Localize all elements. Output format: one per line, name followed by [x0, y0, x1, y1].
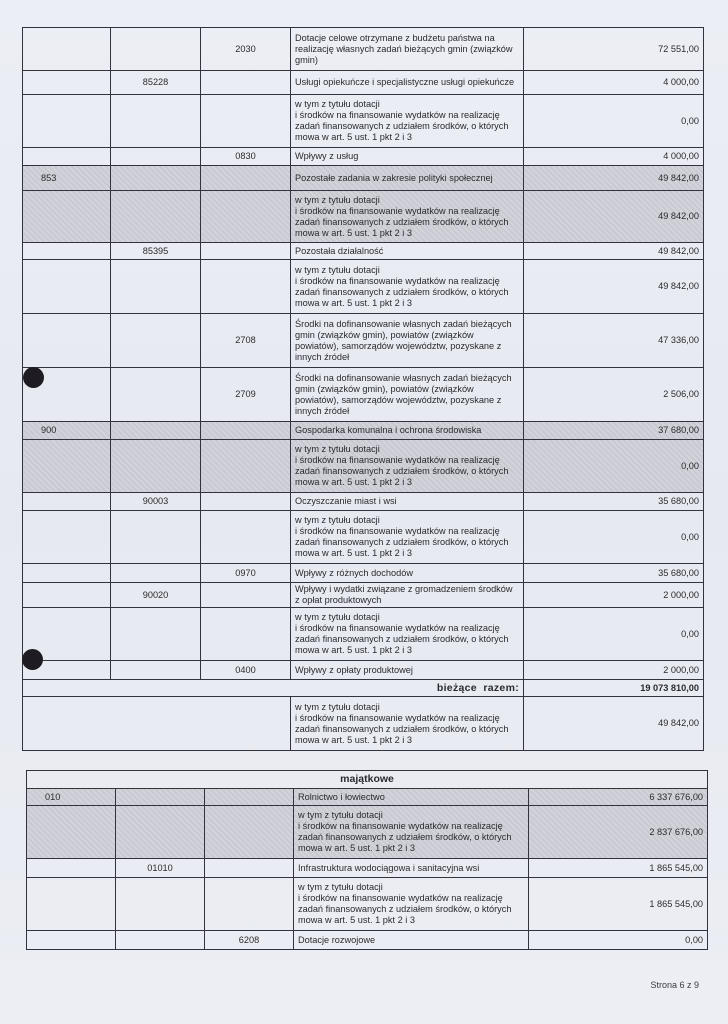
- paragraf-cell: 0830: [201, 148, 291, 166]
- table-row: [27, 806, 708, 859]
- paragraf-cell: [201, 71, 291, 95]
- paragraf-cell: [201, 608, 291, 661]
- amount-cell: 4 000,00: [524, 148, 704, 166]
- rozdzial-cell: [111, 661, 201, 680]
- rozdzial-cell: [111, 314, 201, 368]
- total-row: [23, 680, 704, 697]
- amount-cell: 2 506,00: [524, 368, 704, 422]
- table-row: [23, 368, 704, 422]
- dzial-cell: 853: [23, 166, 111, 191]
- table-row: [27, 789, 708, 806]
- description-cell: Wpływy z opłaty produktowej: [291, 661, 524, 680]
- amount-cell: 6 337 676,00: [529, 789, 708, 806]
- paragraf-cell: [205, 789, 294, 806]
- description-cell: Rolnictwo i łowiectwo: [294, 789, 529, 806]
- paragraf-cell: [201, 511, 291, 564]
- rozdzial-cell: [111, 564, 201, 583]
- table-row: [23, 661, 704, 680]
- table-row: [23, 260, 704, 314]
- description-cell: w tym z tytułu dotacji i środków na finansowanie wydatków na realizację zadań finansowanych z udziałem środków, o których mowa w art. 5 ust. 1 pkt 2 i 3: [291, 191, 524, 243]
- paragraf-cell: [205, 859, 294, 878]
- description-cell: Gospodarka komunalna i ochrona środowiska: [291, 422, 524, 440]
- table-row: [27, 878, 708, 931]
- rozdzial-cell: 90003: [111, 493, 201, 511]
- rozdzial-cell: [116, 931, 205, 950]
- paragraf-cell: [201, 583, 291, 608]
- amount-cell: 1 865 545,00: [529, 878, 708, 931]
- paragraf-cell: [201, 493, 291, 511]
- rozdzial-cell: [111, 191, 201, 243]
- description-cell: Środki na dofinansowanie własnych zadań bieżących gmin (związków gmin), powiatów (związków powiatów), samorządów województw, pozyskane z innych źródeł: [291, 314, 524, 368]
- dzial-cell: [23, 440, 111, 493]
- amount-cell: 49 842,00: [524, 166, 704, 191]
- rozdzial-cell: [111, 511, 201, 564]
- rozdzial-cell: [111, 28, 201, 71]
- paragraf-cell: [205, 806, 294, 859]
- rozdzial-cell: [111, 260, 201, 314]
- rozdzial-cell: [111, 440, 201, 493]
- amount-cell: 72 551,00: [524, 28, 704, 71]
- table-row: [27, 931, 708, 950]
- rozdzial-cell: [111, 422, 201, 440]
- table-row: [23, 583, 704, 608]
- dzial-cell: 010: [27, 789, 116, 806]
- table-row: [23, 422, 704, 440]
- amount-cell: 37 680,00: [524, 422, 704, 440]
- description-cell: Dotacje celowe otrzymane z budżetu państwa na realizację własnych zadań bieżących gmin (związków gmin): [291, 28, 524, 71]
- paragraf-cell: [201, 440, 291, 493]
- description-cell: w tym z tytułu dotacji i środków na finansowanie wydatków na realizację zadań finansowanych z udziałem środków, o których mowa w art. 5 ust. 1 pkt 2 i 3: [291, 511, 524, 564]
- description-cell: Środki na dofinansowanie własnych zadań bieżących gmin (związków gmin), powiatów (związków powiatów), samorządów województw, pozyskane z innych źródeł: [291, 368, 524, 422]
- amount-cell: 49 842,00: [524, 697, 704, 751]
- amount-cell: 49 842,00: [524, 191, 704, 243]
- description-cell: Infrastruktura wodociągowa i sanitacyjna wsi: [294, 859, 529, 878]
- amount-cell: 2 000,00: [524, 583, 704, 608]
- rozdzial-cell: [111, 166, 201, 191]
- paragraf-cell: [201, 166, 291, 191]
- rozdzial-cell: [111, 608, 201, 661]
- total-label: bieżące razem:: [23, 680, 524, 697]
- amount-cell: 0,00: [524, 440, 704, 493]
- description-cell: w tym z tytułu dotacji i środków na finansowanie wydatków na realizację zadań finansowanych z udziałem środków, o których mowa w art. 5 ust. 1 pkt 2 i 3: [291, 440, 524, 493]
- table-row: [23, 243, 704, 260]
- description-cell: w tym z tytułu dotacji i środków na finansowanie wydatków na realizację zadań finansowanych z udziałem środków, o których mowa w art. 5 ust. 1 pkt 2 i 3: [294, 878, 529, 931]
- table-row: [23, 564, 704, 583]
- total-amount: 19 073 810,00: [524, 680, 704, 697]
- paragraf-cell: 0970: [201, 564, 291, 583]
- paragraf-cell: [201, 243, 291, 260]
- dzial-cell: [23, 28, 111, 71]
- page-number: Strona 6 z 9: [650, 980, 699, 990]
- paragraf-cell: 2708: [201, 314, 291, 368]
- table-row: [23, 191, 704, 243]
- rozdzial-cell: [116, 789, 205, 806]
- paragraf-cell: 0400: [201, 661, 291, 680]
- table-row: [23, 608, 704, 661]
- rozdzial-cell: [116, 878, 205, 931]
- total-detail-row: [23, 697, 704, 751]
- description-cell: w tym z tytułu dotacji i środków na finansowanie wydatków na realizację zadań finansowanych z udziałem środków, o których mowa w art. 5 ust. 1 pkt 2 i 3: [291, 697, 524, 751]
- description-cell: w tym z tytułu dotacji i środków na finansowanie wydatków na realizację zadań finansowanych z udziałem środków, o których mowa w art. 5 ust. 1 pkt 2 i 3: [291, 260, 524, 314]
- table-row: [23, 511, 704, 564]
- table-row: [23, 148, 704, 166]
- description-cell: Pozostałe zadania w zakresie polityki społecznej: [291, 166, 524, 191]
- dzial-cell: [23, 493, 111, 511]
- rozdzial-cell: 85395: [111, 243, 201, 260]
- amount-cell: 49 842,00: [524, 260, 704, 314]
- description-cell: w tym z tytułu dotacji i środków na finansowanie wydatków na realizację zadań finansowanych z udziałem środków, o których mowa w art. 5 ust. 1 pkt 2 i 3: [291, 608, 524, 661]
- current-income-table: [22, 27, 704, 751]
- paragraf-cell: 6208: [205, 931, 294, 950]
- dzial-cell: [23, 314, 111, 368]
- table-row: [23, 95, 704, 148]
- amount-cell: 35 680,00: [524, 564, 704, 583]
- section-header-row: [27, 771, 708, 789]
- paragraf-cell: [205, 878, 294, 931]
- description-cell: Wpływy z usług: [291, 148, 524, 166]
- amount-cell: 47 336,00: [524, 314, 704, 368]
- description-cell: Dotacje rozwojowe: [294, 931, 529, 950]
- amount-cell: 0,00: [524, 608, 704, 661]
- amount-cell: 0,00: [529, 931, 708, 950]
- punch-hole-mark: [22, 649, 43, 670]
- paragraf-cell: [201, 260, 291, 314]
- table-row: [23, 493, 704, 511]
- table-row: [23, 314, 704, 368]
- description-cell: Pozostała działalność: [291, 243, 524, 260]
- amount-cell: 2 000,00: [524, 661, 704, 680]
- amount-cell: 4 000,00: [524, 71, 704, 95]
- rozdzial-cell: [111, 148, 201, 166]
- dzial-cell: [23, 583, 111, 608]
- rozdzial-cell: 90020: [111, 583, 201, 608]
- paragraf-cell: [201, 422, 291, 440]
- dzial-cell: [23, 511, 111, 564]
- amount-cell: 0,00: [524, 95, 704, 148]
- dzial-cell: [23, 191, 111, 243]
- rozdzial-cell: [111, 368, 201, 422]
- dzial-cell: [23, 260, 111, 314]
- table-row: [23, 440, 704, 493]
- amount-cell: 49 842,00: [524, 243, 704, 260]
- paragraf-cell: 2030: [201, 28, 291, 71]
- table-row: [23, 28, 704, 71]
- table-row: [23, 166, 704, 191]
- dzial-cell: [23, 243, 111, 260]
- amount-cell: 2 837 676,00: [529, 806, 708, 859]
- rozdzial-cell: [116, 806, 205, 859]
- dzial-cell: [27, 806, 116, 859]
- amount-cell: 0,00: [524, 511, 704, 564]
- dzial-cell: 900: [23, 422, 111, 440]
- description-cell: Wpływy z różnych dochodów: [291, 564, 524, 583]
- rozdzial-cell: 85228: [111, 71, 201, 95]
- dzial-cell: [27, 859, 116, 878]
- description-cell: Oczyszczanie miast i wsi: [291, 493, 524, 511]
- description-cell: Usługi opiekuńcze i specjalistyczne usługi opiekuńcze: [291, 71, 524, 95]
- punch-hole-mark: [23, 367, 44, 388]
- paragraf-cell: 2709: [201, 368, 291, 422]
- description-cell: w tym z tytułu dotacji i środków na finansowanie wydatków na realizację zadań finansowanych z udziałem środków, o których mowa w art. 5 ust. 1 pkt 2 i 3: [294, 806, 529, 859]
- amount-cell: 1 865 545,00: [529, 859, 708, 878]
- dzial-cell: [23, 95, 111, 148]
- empty-cell: [23, 697, 291, 751]
- dzial-cell: [27, 931, 116, 950]
- rozdzial-cell: [111, 95, 201, 148]
- paragraf-cell: [201, 191, 291, 243]
- dzial-cell: [23, 71, 111, 95]
- description-cell: Wpływy i wydatki związane z gromadzeniem środków z opłat produktowych: [291, 583, 524, 608]
- rozdzial-cell: 01010: [116, 859, 205, 878]
- paragraf-cell: [201, 95, 291, 148]
- table-row: [23, 71, 704, 95]
- dzial-cell: [23, 148, 111, 166]
- description-cell: w tym z tytułu dotacji i środków na finansowanie wydatków na realizację zadań finansowanych z udziałem środków, o których mowa w art. 5 ust. 1 pkt 2 i 3: [291, 95, 524, 148]
- table-row: [27, 859, 708, 878]
- amount-cell: 35 680,00: [524, 493, 704, 511]
- property-income-table: [26, 770, 708, 950]
- dzial-cell: [23, 564, 111, 583]
- dzial-cell: [27, 878, 116, 931]
- section-header: majątkowe: [27, 771, 708, 789]
